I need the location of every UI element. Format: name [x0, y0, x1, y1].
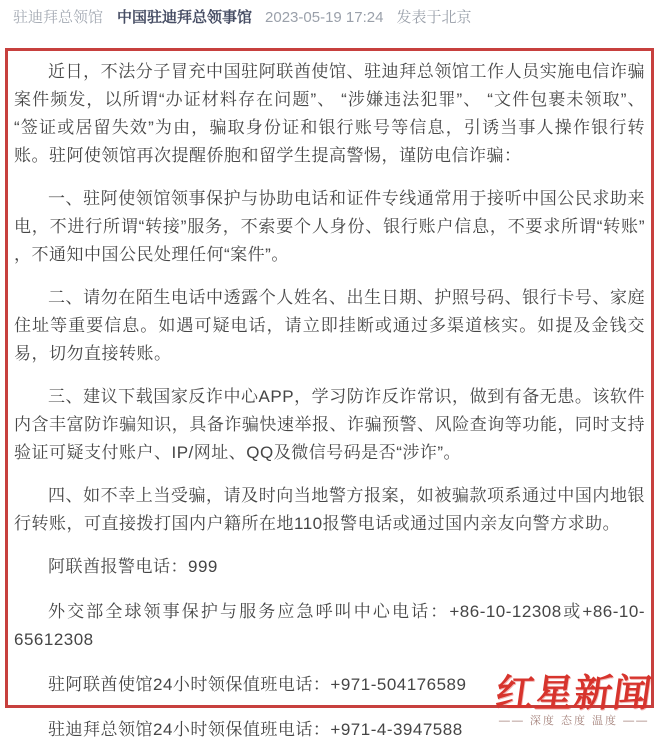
redstar-news-logo-text: 红星新闻 — [493, 673, 655, 715]
phone-uae-police: 阿联酋报警电话：999 — [48, 557, 218, 576]
notice-paragraph-item1: 一、驻阿使领馆领事保护与协助电话和证件专线通常用于接听中国公民求助来电，不进行所谓“转接”服务，不索要个人身份、银行账户信息，不要求所谓“转账” ，不通知中国公民处理任何“案件”。 — [14, 189, 645, 264]
notice-paragraph-item2: 二、请勿在陌生电话中透露个人姓名、出生日期、护照号码、银行卡号、家庭住址等重要信息。如遇可疑电话，请立即挂断或通过多渠道核实。如提及金钱交易，切勿直接转账。 — [14, 288, 645, 363]
phone-embassy-uae: 驻阿联酋使馆24小时领保值班电话：+971-504176589 — [48, 675, 467, 694]
redstar-news-tagline: —— 深度 态度 温度 —— — [498, 715, 650, 727]
account-name[interactable]: 中国驻迪拜总领事馆 — [117, 9, 253, 26]
publish-location: 发表于北京 — [396, 9, 472, 26]
redstar-news-logo — [489, 674, 659, 728]
phone-consulate-dubai: 驻迪拜总领馆24小时领保值班电话：+971-4-3947588 — [48, 720, 463, 739]
phone-mfa-hotline: 外交部全球领事保护与服务应急呼叫中心电话：+86-10-12308或+86-10-65612308 — [14, 602, 645, 649]
notice-paragraph-item3: 三、建议下载国家反诈中心APP，学习防诈反诈常识，做到有备无患。该软件内含丰富防诈骗知识，具备诈骗快速举报、诈骗预警、风险查询等功能，同时支持验证可疑支付账户、IP/网址、QQ及微信号码是否“涉诈”。 — [14, 387, 645, 462]
notice-paragraph-intro: 近日，不法分子冒充中国驻阿联酋使馆、驻迪拜总领馆工作人员实施电信诈骗案件频发，以所谓“办证材料存在问题”、 “涉嫌违法犯罪”、 “文件包裹未领取”、 “签证或居留失效”为由，骗取身份证和银行账号等信息，引诱当事人操作银行转账。驻阿使领馆再次提醒侨胞和留学生提高警惕，谨防电信诈骗： — [14, 62, 645, 165]
source-name[interactable]: 驻迪拜总领馆 — [13, 9, 104, 26]
notice-paragraph-item4: 四、如不幸上当受骗，请及时向当地警方报案，如被骗款项系通过中国内地银行转账，可直接拨打国内户籍所在地110报警电话或通过国内亲友向警方求助。 — [14, 486, 645, 533]
publish-timestamp: 2023-05-19 17:24 — [265, 9, 384, 26]
article-meta — [13, 9, 654, 27]
